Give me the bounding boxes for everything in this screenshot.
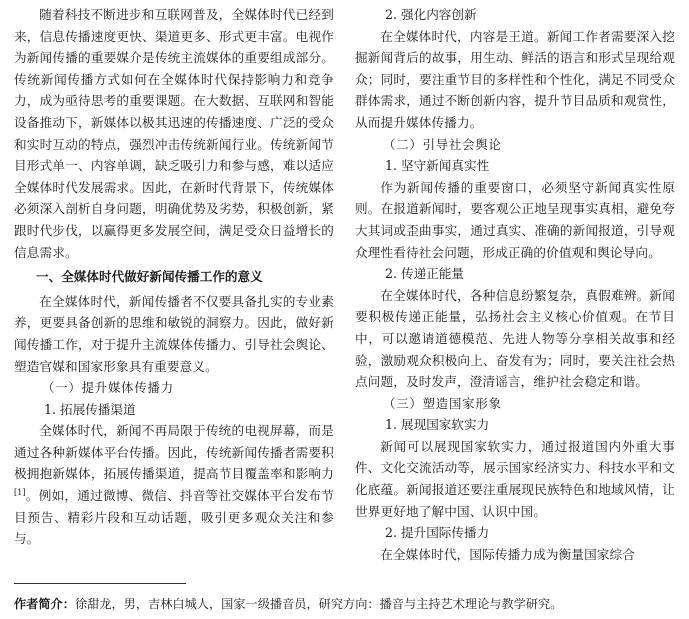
item-heading-positive-energy: 2. 传递正能量 [385,266,464,282]
item-heading-content-innovation: 2. 强化内容创新 [385,7,477,22]
section-significance-paragraph: 在全媒体时代，新闻传播者不仅要具备扎实的专业素养，更要具备创新的思维和敏锐的洞察力。因此，做好新闻传播工作，对于提升主流媒体传播力、引导社会舆论、塑造官媒和国家形象具有重要意义。 [14,293,334,374]
expand-channels-text-b: 。例如，通过微博、微信、抖音等社交媒体平台发布节目预告、精彩片段和互动话题，吸引更多观众关注和参与。 [14,488,334,547]
item-heading-expand-channels: 1. 拓展传播渠道 [44,401,136,417]
intro-paragraph: 随着科技不断进步和互联网普及，全媒体时代已经到来，信息传播速度更快、渠道更多、形式更丰富。电视作为新闻传播的重要媒介是传统主流媒体的重要组成部分。传统新闻传播方式如何在全媒体时代保持影响力和竞争力，成为亟待思考的重要课题。在大数据、互联网和智能设备推动下，新媒体以极其迅速的传播速度、广泛的受众和实时互动的特点，强烈冲击传统新闻行业。传统新闻节目形式单一、内容单调，缺乏吸引力和参与感，难以适应全媒体时代发展需求。因此，在新时代背景下，传统媒体必须深入剖析自身问题，明确优势及劣势，积极创新，紧跟时代步伐，以赢得更多发展空间，满足受众日益增长的信息需求。 [14,7,334,260]
footnote-label: 作者简介： [14,597,75,611]
expand-channels-paragraph [14,420,334,550]
footnote-text: 徐甜龙，男，吉林白城人，国家一级播音员，研究方向：播音与主持艺术理论与教学研究。 [74,597,563,611]
international-communication-paragraph: 在全媒体时代，国际传播力成为衡量国家综合 [380,546,636,562]
positive-energy-paragraph: 在全媒体时代，各种信息纷繁复杂，真假难辨。新闻要积极传递正能量，弘扬社会主义核心价值观。在节目中，可以邀请道德模范、先进人物等分享相关故事和经验，激励观众积极向上、奋发有为；同时，要关注社会热点问题，及时发声，澄清谣言，维护社会稳定和谐。 [355,287,675,390]
soft-power-paragraph: 新闻可以展现国家软实力，通过报道国内外重大事件、文化交流活动等，展示国家经济实力、科技水平和文化底蕴。新闻报道还要注重展现民族特色和地域风情，让世界更好地了解中国、认识中国。 [355,438,675,519]
section-heading-significance: 一、全媒体时代做好新闻传播工作的意义 [36,269,263,285]
footnote-divider [14,583,186,584]
author-footnote [14,595,562,613]
expand-channels-text-a: 全媒体时代，新闻不再局限于传统的电视屏幕，而是通过各种新媒体平台传播。因此，传统新闻传播者需要积极拥抱新媒体，拓展传播渠道，提高节目覆盖率和影响力 [14,423,334,482]
item-heading-international-communication: 2. 提升国际传播力 [385,525,490,541]
subsection-heading-media-influence: （一）提升媒体传播力 [42,380,174,396]
subsection-heading-public-opinion: （二）引导社会舆论 [383,136,502,152]
subsection-heading-national-image: （三）塑造国家形象 [383,395,502,411]
citation-ref: [1] [14,487,26,497]
content-innovation-paragraph: 在全媒体时代，内容是王道。新闻工作者需要深入挖掘新闻背后的故事，用生动、鲜活的语言和形式呈现给观众；同时，要注重节目的多样性和个性化，满足不同受众群体需求，通过不断创新内容，提升节目品质和观赏性，从而提升媒体传播力。 [355,28,675,130]
news-authenticity-paragraph: 作为新闻传播的重要窗口，必须坚守新闻真实性原则。在报道新闻时，要客观公正地呈现事实真相，避免夸大其词或歪曲事实，通过真实、准确的新闻报道，引导观众理性看待社会问题，形成正确的价值观和舆论导向。 [355,179,675,260]
item-heading-news-authenticity: 1. 坚守新闻真实性 [385,158,490,174]
right-column [355,4,675,565]
left-column [14,4,334,550]
item-heading-soft-power: 1. 展现国家软实力 [385,417,490,433]
